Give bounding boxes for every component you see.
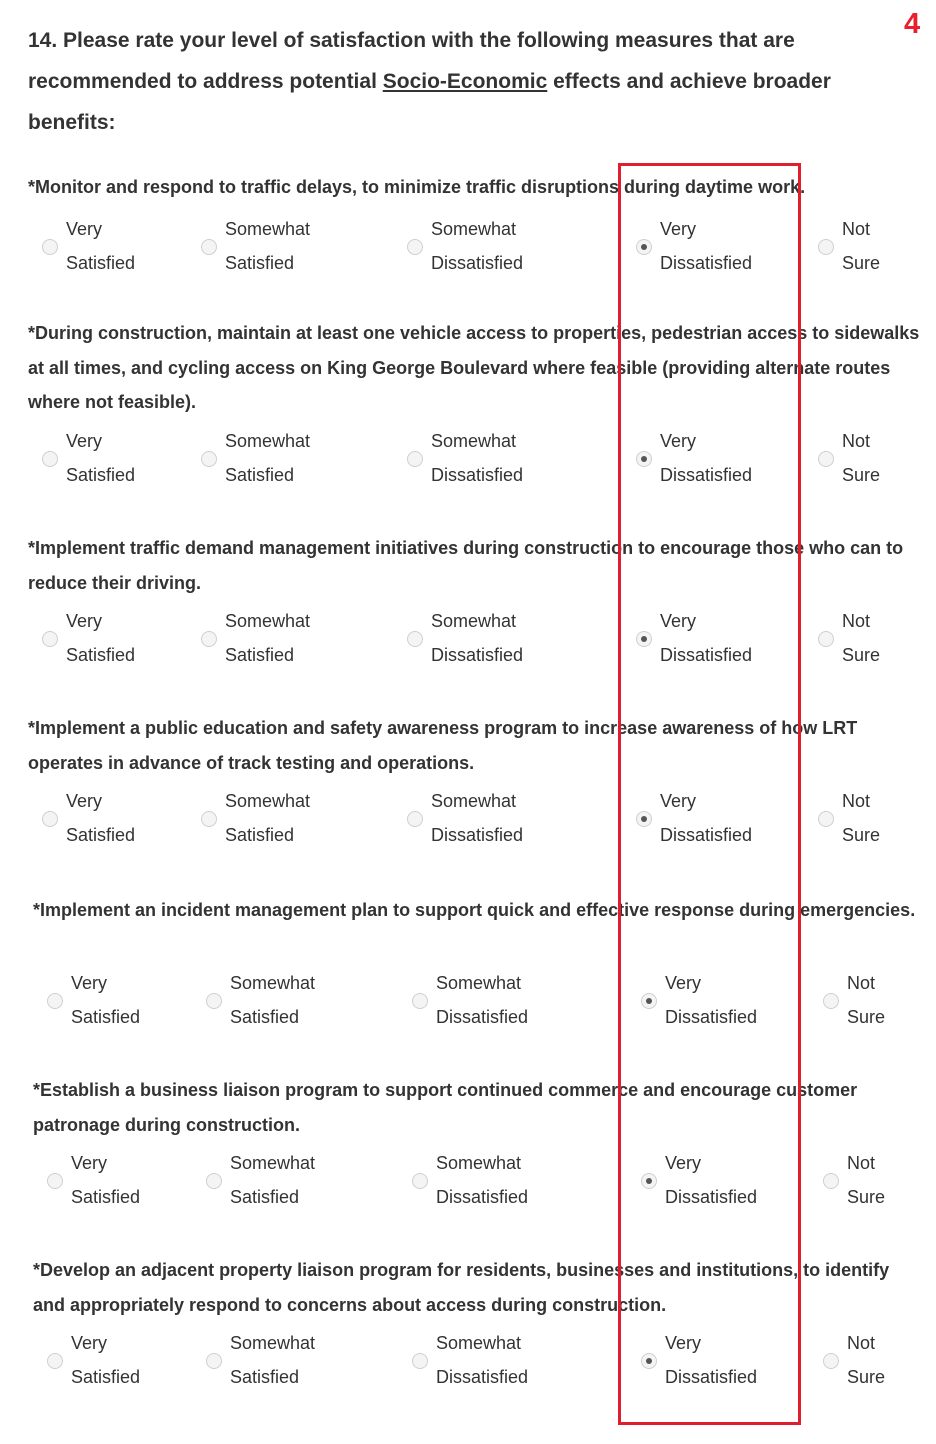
radio-label xyxy=(665,1146,757,1214)
item-statement: *Monitor and respond to traffic delays, to minimize traffic disruptions during daytime work. xyxy=(28,177,806,197)
rating-options xyxy=(0,1326,936,1396)
radio-label-line1: Very xyxy=(71,1153,108,1173)
question-underlined-term: Socio-Economic xyxy=(382,70,548,93)
radio-label-line1: Somewhat xyxy=(431,219,517,239)
radio-label-line1: Not xyxy=(842,431,871,451)
radio-button[interactable] xyxy=(407,451,423,467)
radio-label-line1: Somewhat xyxy=(230,1153,316,1173)
question-prefix: 14. Please rate your level of satisfaction with the following measures that are recommended to address potential xyxy=(28,29,795,93)
rating-options xyxy=(0,424,936,494)
radio-label-line2: Satisfied xyxy=(66,253,136,273)
radio-label-line1: Very xyxy=(66,431,103,451)
item-statement: *During construction, maintain at least one vehicle access to properties, pedestrian access to sidewalks at all times, and cycling access on King George Boulevard where feasible (providing alternate routes where not feasible). xyxy=(28,323,920,412)
radio-label-line1: Very xyxy=(660,219,697,239)
radio-label-line1: Very xyxy=(665,1333,702,1353)
radio-label-line1: Not xyxy=(842,219,871,239)
radio-label-line2: Satisfied xyxy=(230,1007,300,1027)
radio-button[interactable] xyxy=(47,993,63,1009)
radio-button[interactable] xyxy=(201,451,217,467)
radio-button[interactable] xyxy=(412,993,428,1009)
radio-label xyxy=(66,784,135,852)
radio-button[interactable] xyxy=(201,631,217,647)
radio-button[interactable] xyxy=(636,631,652,647)
radio-label-line2: Satisfied xyxy=(230,1187,300,1207)
radio-label xyxy=(71,1146,140,1214)
radio-button[interactable] xyxy=(636,811,652,827)
radio-label-line2: Dissatisfied xyxy=(660,253,753,273)
item-statement: *Implement a public education and safety awareness program to increase awareness of how LRT operates in advance of track testing and operations. xyxy=(28,718,858,773)
radio-label xyxy=(660,212,752,280)
radio-label xyxy=(225,212,310,280)
radio-label-line1: Somewhat xyxy=(230,973,316,993)
rating-options xyxy=(0,604,936,674)
radio-label-line1: Not xyxy=(847,973,876,993)
radio-button[interactable] xyxy=(407,811,423,827)
radio-label-line1: Somewhat xyxy=(225,611,311,631)
question-suffix: effects and achieve broader benefits: xyxy=(28,70,831,134)
radio-label xyxy=(71,1326,140,1394)
item-statement: *Implement an incident management plan to support quick and effective response during emergencies. xyxy=(33,900,916,920)
radio-button[interactable] xyxy=(201,239,217,255)
radio-button[interactable] xyxy=(636,451,652,467)
radio-label xyxy=(660,784,752,852)
radio-label-line1: Somewhat xyxy=(436,1333,522,1353)
item-statement: *Implement traffic demand management initiatives during construction to encourage those who can to reduce their driving. xyxy=(28,538,904,593)
radio-label xyxy=(66,604,135,672)
radio-label-line1: Very xyxy=(660,791,697,811)
radio-label-line1: Very xyxy=(660,431,697,451)
radio-label xyxy=(660,604,752,672)
radio-button[interactable] xyxy=(823,1353,839,1369)
radio-label-line2: Dissatisfied xyxy=(436,1187,529,1207)
radio-label xyxy=(660,424,752,492)
radio-label-line2: Dissatisfied xyxy=(431,825,524,845)
radio-label-line1: Somewhat xyxy=(431,431,517,451)
radio-label xyxy=(842,784,880,852)
radio-label xyxy=(66,212,135,280)
radio-label xyxy=(225,604,310,672)
radio-label-line1: Not xyxy=(842,791,871,811)
radio-label xyxy=(66,424,135,492)
radio-label-line2: Dissatisfied xyxy=(431,465,524,485)
rating-options xyxy=(0,212,936,282)
radio-label-line2: Dissatisfied xyxy=(431,253,524,273)
rating-options xyxy=(0,1146,936,1216)
radio-label-line1: Very xyxy=(66,611,103,631)
radio-label-line1: Very xyxy=(71,1333,108,1353)
question-title xyxy=(28,20,908,143)
radio-button[interactable] xyxy=(412,1173,428,1189)
radio-label xyxy=(436,1326,528,1394)
radio-label-line2: Sure xyxy=(842,465,881,485)
radio-button[interactable] xyxy=(47,1353,63,1369)
radio-label xyxy=(847,1326,885,1394)
radio-label xyxy=(842,604,880,672)
radio-label xyxy=(230,1146,315,1214)
radio-label-line2: Dissatisfied xyxy=(660,825,753,845)
radio-label-line2: Dissatisfied xyxy=(660,645,753,665)
radio-label-line1: Not xyxy=(847,1153,876,1173)
radio-label-line1: Very xyxy=(665,1153,702,1173)
radio-button[interactable] xyxy=(206,1353,222,1369)
radio-label xyxy=(71,966,140,1034)
radio-button[interactable] xyxy=(47,1173,63,1189)
radio-button[interactable] xyxy=(818,811,834,827)
radio-label-line1: Not xyxy=(842,611,871,631)
radio-label xyxy=(665,966,757,1034)
radio-label-line1: Somewhat xyxy=(225,791,311,811)
radio-label xyxy=(847,1146,885,1214)
radio-label-line2: Sure xyxy=(847,1367,886,1387)
radio-label-line2: Dissatisfied xyxy=(436,1007,529,1027)
radio-label-line1: Somewhat xyxy=(431,791,517,811)
radio-label xyxy=(225,424,310,492)
radio-label xyxy=(431,212,523,280)
rating-options xyxy=(0,966,936,1036)
radio-label-line2: Satisfied xyxy=(71,1367,141,1387)
radio-label-line2: Dissatisfied xyxy=(436,1367,529,1387)
radio-label xyxy=(225,784,310,852)
radio-button[interactable] xyxy=(818,631,834,647)
radio-label-line2: Dissatisfied xyxy=(665,1187,758,1207)
radio-label-line2: Satisfied xyxy=(225,825,295,845)
radio-label-line1: Somewhat xyxy=(431,611,517,631)
radio-button[interactable] xyxy=(201,811,217,827)
radio-label xyxy=(431,604,523,672)
radio-button[interactable] xyxy=(42,811,58,827)
radio-label xyxy=(436,966,528,1034)
rating-options xyxy=(0,784,936,854)
radio-button[interactable] xyxy=(412,1353,428,1369)
radio-label-line2: Satisfied xyxy=(225,253,295,273)
radio-button[interactable] xyxy=(407,631,423,647)
radio-button[interactable] xyxy=(823,1173,839,1189)
radio-button[interactable] xyxy=(42,239,58,255)
radio-button[interactable] xyxy=(641,993,657,1009)
radio-button[interactable] xyxy=(641,1353,657,1369)
radio-label-line1: Very xyxy=(660,611,697,631)
radio-label-line2: Dissatisfied xyxy=(665,1007,758,1027)
radio-label-line1: Very xyxy=(71,973,108,993)
item-statement: *Develop an adjacent property liaison program for residents, businesses and institutions, to identify and appropriately respond to concerns about access during construction. xyxy=(33,1260,890,1315)
radio-label-line2: Satisfied xyxy=(230,1367,300,1387)
page-number: 4 xyxy=(904,8,921,40)
radio-label-line1: Somewhat xyxy=(436,973,522,993)
radio-button[interactable] xyxy=(818,239,834,255)
radio-button[interactable] xyxy=(407,239,423,255)
radio-label xyxy=(847,966,885,1034)
radio-label-line2: Satisfied xyxy=(225,465,295,485)
radio-button[interactable] xyxy=(42,451,58,467)
radio-button[interactable] xyxy=(641,1173,657,1189)
radio-label-line1: Somewhat xyxy=(436,1153,522,1173)
radio-label-line2: Sure xyxy=(847,1187,886,1207)
radio-label xyxy=(842,212,880,280)
radio-label-line2: Sure xyxy=(842,253,881,273)
radio-label-line2: Satisfied xyxy=(71,1007,141,1027)
item-statement: *Establish a business liaison program to support continued commerce and encourage customer patronage during construction. xyxy=(33,1080,858,1135)
radio-label xyxy=(230,966,315,1034)
radio-label-line2: Satisfied xyxy=(66,645,136,665)
radio-label-line2: Satisfied xyxy=(66,465,136,485)
radio-button[interactable] xyxy=(206,1173,222,1189)
radio-label-line2: Dissatisfied xyxy=(431,645,524,665)
radio-label-line2: Dissatisfied xyxy=(665,1367,758,1387)
radio-label-line2: Satisfied xyxy=(71,1187,141,1207)
radio-label xyxy=(431,784,523,852)
radio-label-line2: Sure xyxy=(842,645,881,665)
radio-label-line2: Satisfied xyxy=(225,645,295,665)
radio-button[interactable] xyxy=(42,631,58,647)
radio-label-line1: Very xyxy=(66,791,103,811)
radio-button[interactable] xyxy=(206,993,222,1009)
radio-label-line2: Sure xyxy=(842,825,881,845)
radio-button[interactable] xyxy=(818,451,834,467)
radio-button[interactable] xyxy=(823,993,839,1009)
radio-label-line1: Somewhat xyxy=(230,1333,316,1353)
radio-label xyxy=(665,1326,757,1394)
radio-label-line2: Sure xyxy=(847,1007,886,1027)
radio-label xyxy=(842,424,880,492)
radio-label-line1: Somewhat xyxy=(225,431,311,451)
radio-label-line1: Very xyxy=(66,219,103,239)
radio-label-line1: Not xyxy=(847,1333,876,1353)
radio-button[interactable] xyxy=(636,239,652,255)
radio-label xyxy=(230,1326,315,1394)
radio-label xyxy=(436,1146,528,1214)
radio-label-line2: Satisfied xyxy=(66,825,136,845)
radio-label xyxy=(431,424,523,492)
radio-label-line2: Dissatisfied xyxy=(660,465,753,485)
radio-label-line1: Somewhat xyxy=(225,219,311,239)
radio-label-line1: Very xyxy=(665,973,702,993)
